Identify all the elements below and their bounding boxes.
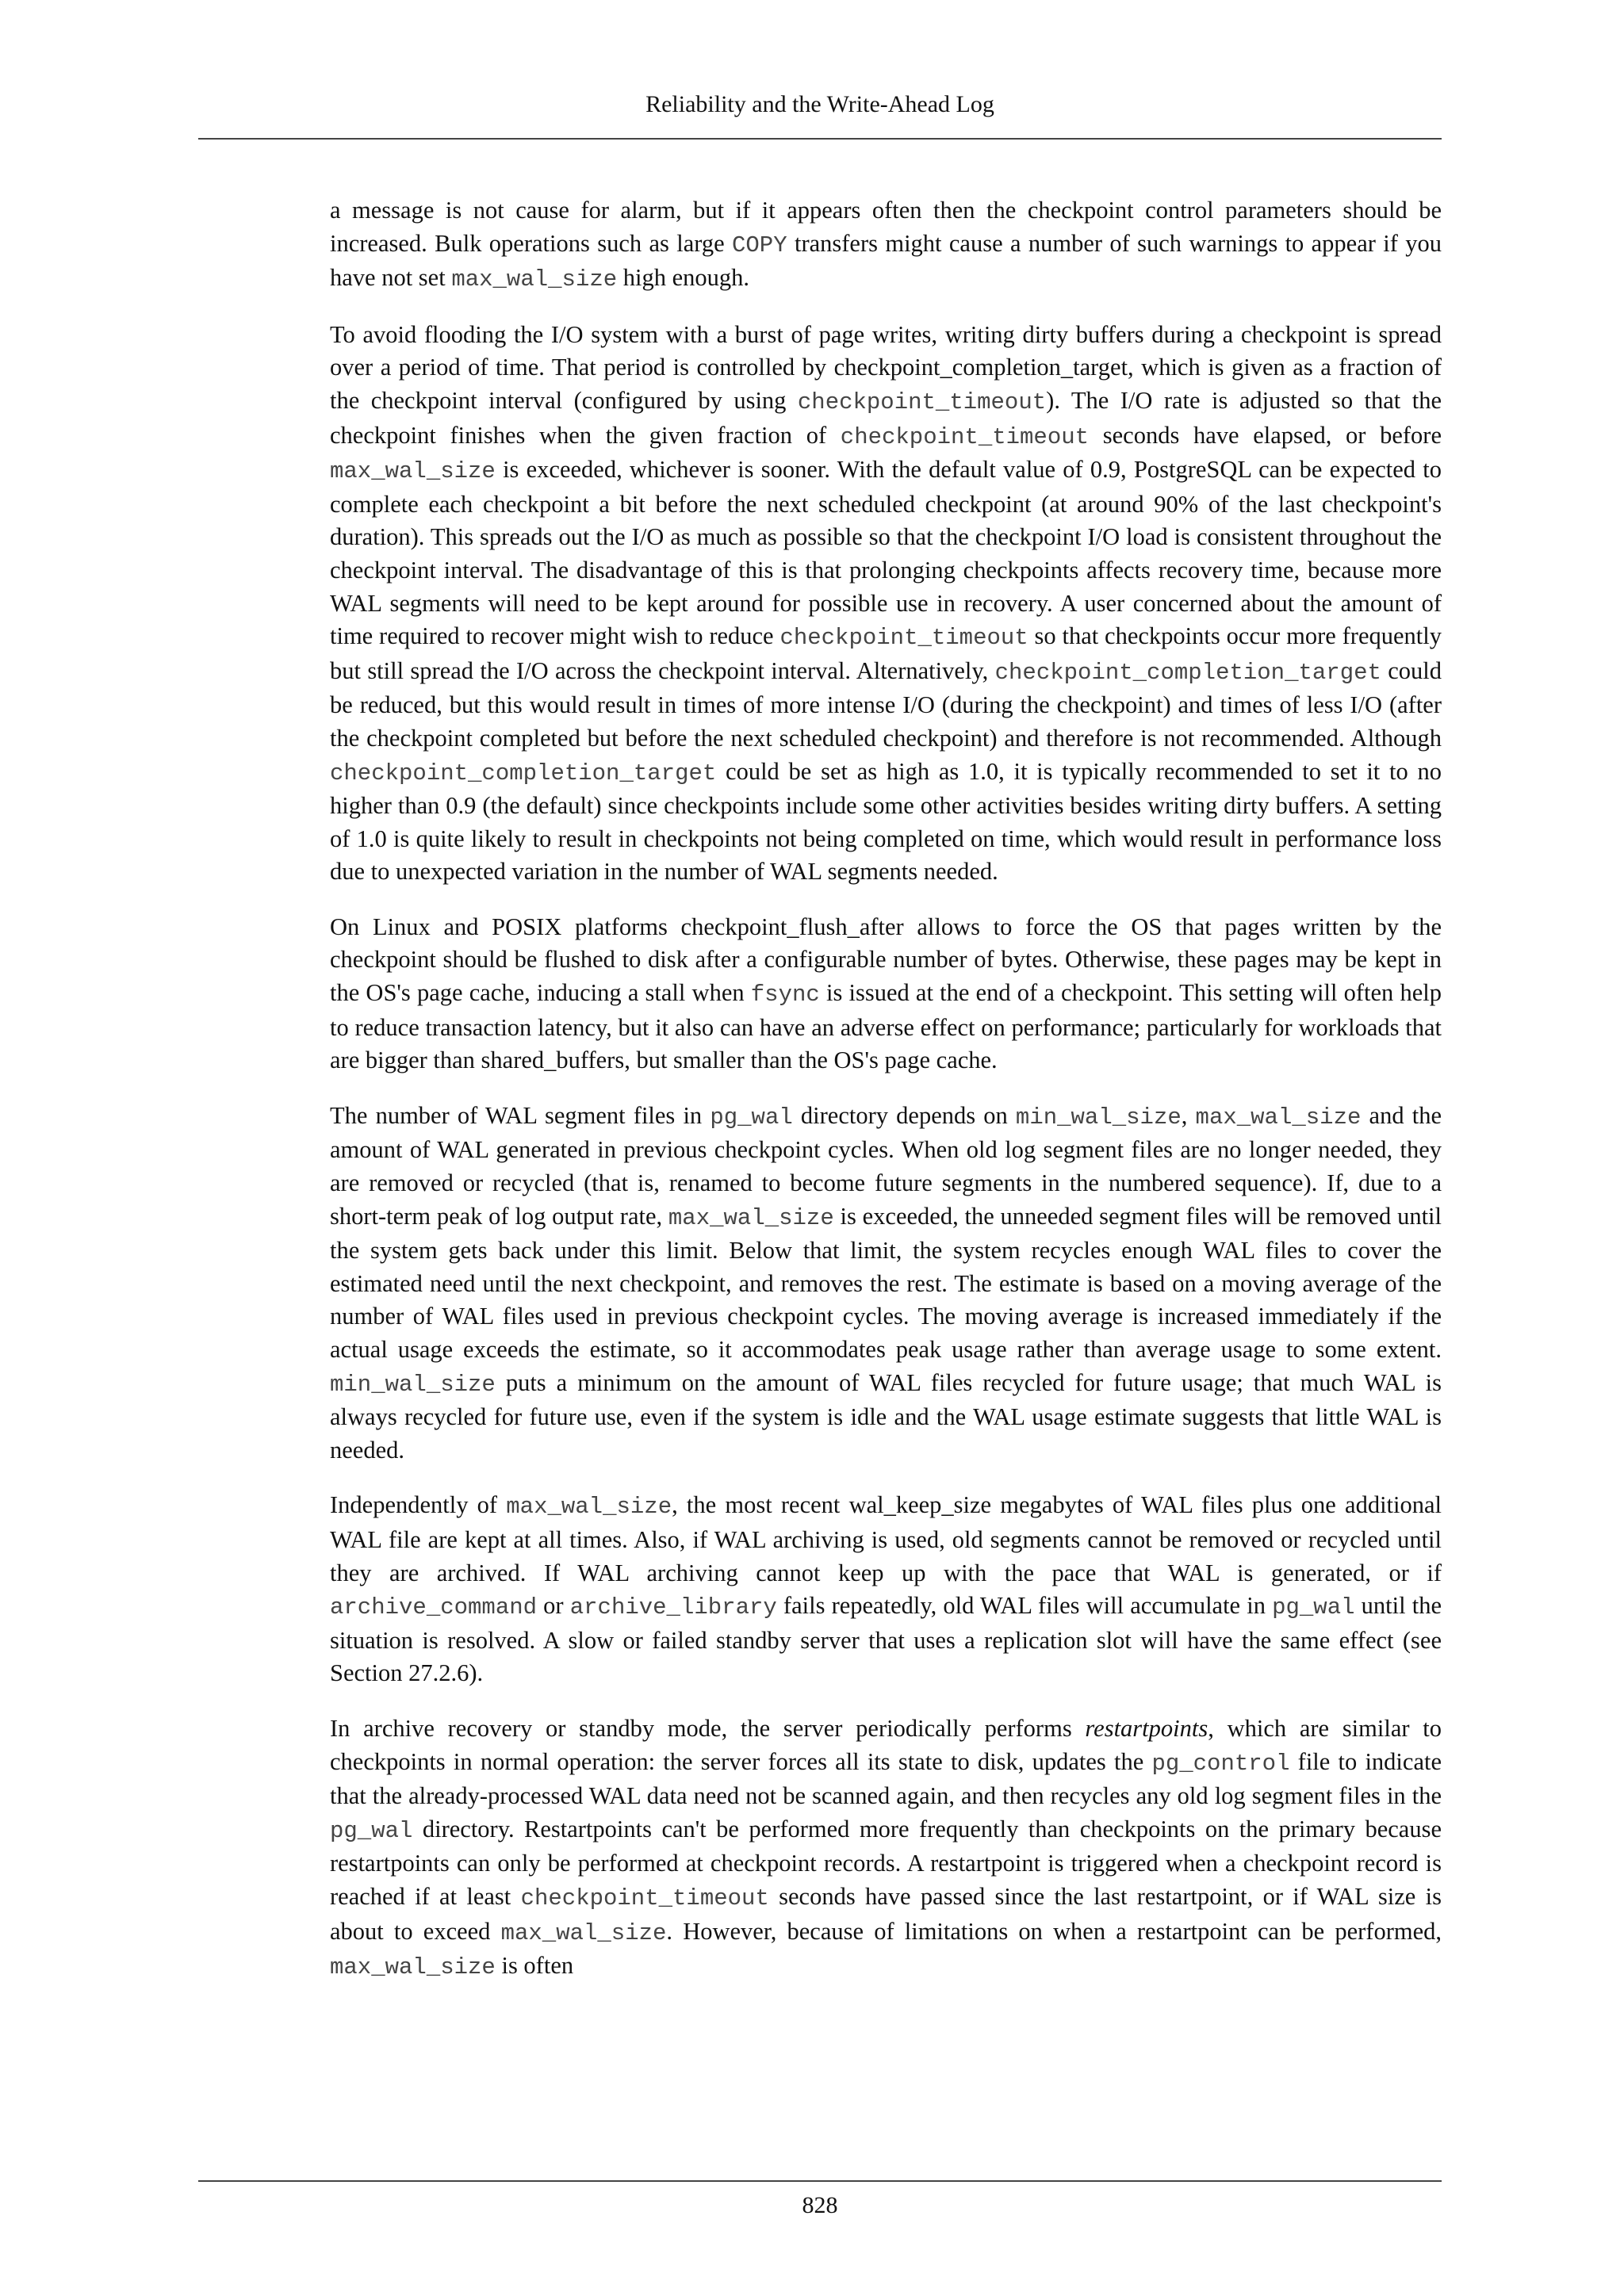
text-run: fails repeatedly, old WAL files will accumulate in bbox=[776, 1592, 1273, 1620]
text-run: directory depends on bbox=[792, 1101, 1016, 1129]
inline-code: checkpoint_timeout bbox=[779, 625, 1028, 652]
inline-code: pg_wal bbox=[1272, 1594, 1355, 1621]
paragraph bbox=[330, 1712, 1442, 1984]
inline-code: fsync bbox=[750, 982, 820, 1008]
document-body bbox=[330, 194, 1442, 2007]
inline-code: max_wal_size bbox=[1195, 1104, 1362, 1131]
inline-code: max_wal_size bbox=[506, 1494, 672, 1521]
text-run: Independently of bbox=[330, 1491, 507, 1519]
paragraph bbox=[330, 1489, 1442, 1690]
paragraph bbox=[330, 911, 1442, 1077]
page-number: 828 bbox=[802, 2192, 838, 2218]
text-run: is exceeded, whichever is sooner. With the default value of 0.9, PostgreSQL can be expected to complete each checkpoint a bit before the next scheduled checkpoint (at around 90% of the last checkpoint's duration). This spreads out the I/O as much as possible so that the checkpoint I/O load is consistent throughout the checkpoint interval. The disadvantage of this is that prolonging checkpoints affects recovery time, because more WAL segments will need to be kept around for possible use in recovery. A user concerned about the amount of time required to recover might wish to reduce bbox=[330, 456, 1442, 650]
text-run: On Linux and POSIX platforms checkpoint_flush_after allows to force the OS that pages written by the checkpoint should be flushed to disk after a configurable number of bytes. Otherwise, these pages may be kept in the OS's page cache, inducing a stall when bbox=[330, 913, 1442, 1007]
text-run: is exceeded, the unneeded segment files will be removed until the system gets back under this limit. Below that limit, the system recycles enough WAL files to cover the estimated need until the next checkpoint, and removes the rest. The estimate is based on a moving average of the number of WAL files used in previous checkpoint cycles. The moving average is increased immediately if the actual usage exceeds the estimate, so it accommodates peak usage rather than average usage to some extent. bbox=[330, 1202, 1442, 1363]
inline-code: checkpoint_completion_target bbox=[330, 760, 717, 786]
text-run: . However, because of limitations on when a restartpoint can be performed, bbox=[666, 1917, 1442, 1945]
text-run: and the amount of WAL generated in previous checkpoint cycles. When old log segment files are no longer needed, they are removed or recycled (that is, renamed to become future segments in the numbered sequence). If, due to a short-term peak of log output rate, bbox=[330, 1101, 1442, 1230]
inline-code: checkpoint_completion_target bbox=[994, 659, 1381, 686]
inline-code: max_wal_size bbox=[330, 458, 496, 485]
text-run: could be set as high as 1.0, it is typically recommended to set it to no higher than 0.9 (the default) since checkpoints include some other activities besides writing dirty buffers. A setting of 1.0 is quite likely to result in checkpoints not being completed on time, which would result in performance loss due to unexpected variation in the number of WAL segments needed. bbox=[330, 757, 1442, 886]
page-header-title: Reliability and the Write-Ahead Log bbox=[645, 91, 994, 117]
inline-code: COPY bbox=[732, 232, 787, 258]
text-run: , bbox=[1181, 1101, 1196, 1129]
inline-code: pg_control bbox=[1151, 1750, 1290, 1777]
paragraph bbox=[330, 194, 1442, 297]
text-run: seconds have passed since the last restartpoint, or if WAL size is about to exceed bbox=[330, 1882, 1442, 1945]
text-run: until the situation is resolved. A slow or failed standby server that uses a replication slot will have the same effect (see Section 27.2.6). bbox=[330, 1592, 1442, 1687]
inline-code: checkpoint_timeout bbox=[520, 1885, 769, 1911]
text-run: a message is not cause for alarm, but if it appears often then the checkpoint control parameters should be increased. Bulk operations such as large bbox=[330, 197, 1442, 257]
text-run: transfers might cause a number of such warnings to appear if you have not set bbox=[330, 229, 1442, 292]
text-run: To avoid flooding the I/O system with a burst of page writes, writing dirty buffers during a checkpoint is spread over a period of time. That period is controlled by checkpoint_completion_target, which is given as a fraction of the checkpoint interval (configured by using bbox=[330, 320, 1442, 414]
inline-code: pg_wal bbox=[710, 1104, 793, 1131]
footer-divider bbox=[198, 2180, 1442, 2182]
inline-code: checkpoint_timeout bbox=[840, 423, 1090, 450]
text-run: , which are similar to checkpoints in normal operation: the server forces all its state to disk, updates the bbox=[330, 1714, 1442, 1775]
inline-code: min_wal_size bbox=[330, 1371, 496, 1398]
inline-code: checkpoint_timeout bbox=[797, 388, 1047, 415]
text-run: In archive recovery or standby mode, the server periodically performs bbox=[330, 1714, 1086, 1742]
inline-code: max_wal_size bbox=[500, 1919, 667, 1946]
text-run: or bbox=[537, 1592, 570, 1620]
inline-code: archive_command bbox=[330, 1594, 538, 1621]
inline-code: archive_library bbox=[569, 1594, 777, 1621]
header-divider bbox=[198, 138, 1442, 140]
inline-code: max_wal_size bbox=[330, 1954, 496, 1981]
text-run: file to indicate that the already-processed WAL data need not be scanned again, and then recycles any old log segment files in the bbox=[330, 1747, 1442, 1810]
inline-code: min_wal_size bbox=[1015, 1104, 1182, 1131]
paragraph bbox=[330, 319, 1442, 889]
inline-code: pg_wal bbox=[330, 1817, 413, 1844]
text-run: could be reduced, but this would result in times of more intense I/O (during the checkpoint) and times of less I/O (after the checkpoint completed but before the next scheduled checkpoint) and therefore is not recommended. Although bbox=[330, 656, 1442, 752]
inline-code: max_wal_size bbox=[668, 1204, 834, 1231]
text-run: seconds have elapsed, or before bbox=[1089, 421, 1442, 449]
text-run: , the most recent wal_keep_size megabytes of WAL files plus one additional WAL file are kept at all times. Also, if WAL archiving is used, old segments cannot be removed or recycled until they are archived. If WAL archiving cannot keep up with the pace that WAL is generated, or if bbox=[330, 1491, 1442, 1586]
text-run: is often bbox=[495, 1952, 574, 1980]
text-run: is issued at the end of a checkpoint. This setting will often help to reduce transaction latency, but it also can have an adverse effect on performance; particularly for workloads that are bigger than shared_buffers, but smaller than the OS's page cache. bbox=[330, 979, 1442, 1074]
text-run: high enough. bbox=[617, 264, 750, 292]
text-run: puts a minimum on the amount of WAL files recycled for future usage; that much WAL is always recycled for future use, even if the system is idle and the WAL usage estimate suggests that little WAL is needed. bbox=[330, 1368, 1442, 1464]
emphasis-text: restartpoints bbox=[1085, 1714, 1208, 1742]
inline-code: max_wal_size bbox=[451, 266, 618, 293]
paragraph bbox=[330, 1100, 1442, 1468]
text-run: ). The I/O rate is adjusted so that the checkpoint finishes when the given fraction of bbox=[330, 386, 1442, 449]
text-run: directory. Restartpoints can't be performed more frequently than checkpoints on the primary because restartpoints can only be performed at checkpoint records. A restartpoint is triggered when a checkpoint record is reached if at least bbox=[330, 1815, 1442, 1910]
text-run: The number of WAL segment files in bbox=[330, 1101, 710, 1129]
text-run: so that checkpoints occur more frequently but still spread the I/O across the checkpoint interval. Alternatively, bbox=[330, 622, 1442, 684]
